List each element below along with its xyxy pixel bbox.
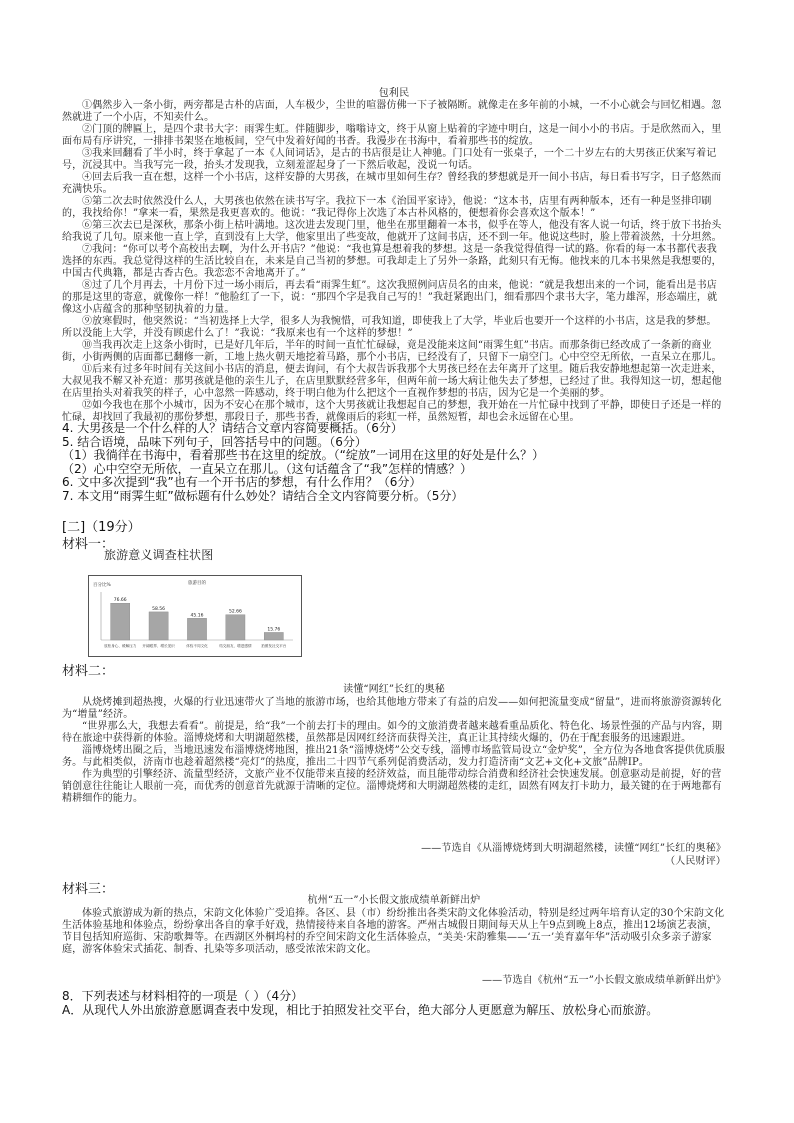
question-5-2: （2）心中空空无所依，一直呆立在那儿。（这句话蕴含了“我”怎样的情感？） — [62, 461, 473, 476]
story-paragraph: ③我来回翻看了半小时，终于拿起了一本《人间词话》，是古的书店很是让人神驰。门口处有一张桌子，一个二十岁左右的大男孩正伏案写着记号，沉浸其中。当我写完一段，抬头才发现我，立刻羞涩起身了一下然后收起，没说一句话。 — [62, 148, 717, 171]
bar-value-label: 45.16 — [190, 613, 204, 619]
chart-inner-title: 旅游目的 — [188, 581, 206, 586]
y-axis-label: 百分比% — [93, 583, 111, 588]
bar-value-label: 76.66 — [113, 598, 127, 604]
story-paragraph: ⑤第二次去时依然没什么人，大男孩也依然在读书写字。我拉下一本《治国平家诗》，他说：“这本书，店里有两种版本，还有一种是竖排印刷的，我找给你！”拿来一看，果然是我更喜欢的。他说：“我记得你上次选了本古朴风格的，便想着你会喜欢这个版本！” — [62, 196, 712, 219]
story-paragraph: ④回去后我一直在想，这样一个小书店，这样安静的大男孩，在城市里如何生存？曾经我的梦想就是开一间小书店，每日看书写字，日子悠然而充满快乐。 — [62, 172, 722, 195]
material-3-body — [62, 908, 726, 956]
category-label: 结交朋友、增进感情 — [219, 644, 252, 648]
bar — [226, 615, 245, 640]
material-2-source-publisher: （人民财评） — [665, 856, 726, 867]
material-2-source: ——节选自《从淄博烧烤到大明湖超然楼，读懂“网红”长红的奥秘》 — [421, 843, 726, 854]
story-paragraph: ⑥第三次去已是深秋，那条小街上枯叶满地。这次进去发现门里，他坐在那里翻着一本书，似乎在等人，他没有客人说一句话，终于放下书抬头给我说了几句。原来他一直上学，直到没有上大学，他家里出了些变故，他就开了这间书店，还不到一年。他说这些时，脸上带着淡然，十分坦然。 — [62, 220, 722, 243]
category-label: 放松身心、缓解压力 — [104, 644, 137, 648]
story-paragraph: ⑨放寒假时，他突然说：“当初选择上大学，很多人为我惋惜，可我知道，即使我上了大学，毕业后也要开一个这样的小书店，这是我的梦想。所以没能上大学，并没有顾虑什么了！”我说：“我原来也有一个这样的梦想！” — [62, 316, 717, 339]
story-author: 包利民 — [378, 88, 410, 99]
chart-caption: 旅游意义调查柱状图 — [104, 548, 214, 562]
story-paragraph: ⑩当我再次走上这条小街时，已是好几年后，半年的时间一直忙忙碌碌，竟是没能来这间“雨霁生虹”书店。而那条街已经改成了一条新的商业街，小街两侧的店面都已翻修一新，工地上热火朝天地挖着马路，那个小书店，已经没有了，只留下一扇空门。心中空空无所依，一直呆立在那儿。 — [62, 340, 722, 363]
story-paragraph: ⑦我问：“你可以考个高校出去啊，为什么开书店？”他说：“我也算是想着我的梦想。这是一条我觉得值得一试的路。你看的每一本书都代表我选择的东西。我总觉得这样的生活比较自在，未来是自己当初的梦想。可我却走上了另外一条路，此刻只有无悔。他找来的几本书果然是我想要的，中国古代典籍，都是古香古色。我恋恋不舍地离开了。” — [62, 244, 722, 279]
material-2-paragraph: 淄博烧烤出圈之后，当地迅速发布淄博烧烤地图，推出21条“淄博烧烤”公交专线，淄博市场监管局设立“金炉奖”，全方位为各地食客提供优质服务。与此相类似，济南市也趁着超然楼“亮灯”的热度，推出二十四节气系列促消费活动，发力打造济南“文艺+文化+文旅”品牌IP。 — [62, 745, 726, 768]
material-2-paragraph: 从烧烤摊到超热搜，火爆的行业迅速带火了当地的旅游市场，也给其他地方带来了有益的启发——如何把流量变成“留量”，进而将旅游资源转化为“增量”经济。 — [62, 697, 722, 720]
bar — [264, 632, 283, 640]
story-paragraph: ①偶然步入一条小街，两旁都是古朴的店面，人车极少，尘世的喧嚣仿佛一下子被隔断。就像走在多年前的小城，一不小心就会与回忆相遇。忽然就进了一个小店，不知卖什么。 — [62, 100, 722, 123]
bar-value-label: 58.56 — [152, 606, 166, 612]
question-8 — [62, 990, 726, 1017]
material-3-title: 杭州“五一”小长假文旅成绩单新鲜出炉 — [307, 895, 481, 906]
question-5-1: （1）我徜徉在书海中，看着那些书在这里的绽放。（“绽放”一词用在这里的好处是什么？） — [62, 448, 545, 462]
material-3-label: 材料三： — [62, 882, 115, 897]
material-2-paragraph: “世界那么大，我想去看看”。前提是，给“我”一个前去打卡的理由。如今的文旅消费者越来越看重品质化、特色化、场景性强的产品与内容，期待在旅途中获得新的体验。淄博烧烤和大明湖超然楼，虽然都是因网红经济而获得关注，真正让其持续火爆的，仍在于配套服务的迅速跟进。 — [62, 721, 723, 744]
bar — [149, 612, 168, 640]
question-7: 7. 本文用“雨霁生虹”做标题有什么妙处？请结合全文内容简要分析。（5分） — [62, 488, 464, 503]
bar-chart — [88, 575, 302, 657]
category-label: 拍照发社交平台 — [261, 644, 287, 648]
question-6: 6. 文中多次提到“我”也有一个开书店的梦想，有什么作用？（6分） — [62, 475, 422, 489]
story-paragraph: ⑫如今我也在那个小城市，因为不安心在那个城市，这个大男孩就让我想起自己的梦想，我开始在一片忙碌中找到了平静，即使日子还是一样的忙碌，却找回了我最初的那份梦想，那段日子，那些书香，就像雨后的彩虹一样，虽然短暂，却也会永远留在心里。 — [62, 400, 722, 423]
bar-value-label: 15.76 — [267, 627, 281, 633]
material-3-paragraph: 体验式旅游成为新的热点，宋韵文化体验广受追捧。各区、县（市）纷纷推出各类宋韵文化体验活动，特别是经过两年培育认定的30个宋韵文化生活体验基地和体验点，纷纷拿出各自的拿手好戏，热情接待来自各地的游客。严州古城假日期间每天从上午9点到晚上8点，推出12场演艺表演，节目包括知府巡街、宋韵歌舞等。在西湖区外桐坞村的乔空间宋韵文化生活体验点，“美美·宋韵雅集——‘五一’美育嘉年华”活动吸引众多亲子游家庭，游客体验宋式插花、制香、扎染等多项活动，感受浓浓宋韵文化。 — [62, 908, 725, 955]
material-1-label: 材料一： — [62, 537, 115, 552]
story-paragraph: ⑪后来有过多年时间有关这间小书店的消息，便去询问，有个大叔告诉我那个大男孩已经在去年离开了这里。随后我安静地想起第一次走进来，大叔见我不解又补充道：那男孩就是他的亲生儿子，在店里默默经营多年，但两年前一场大病让他失去了梦想，已经过了世。我得知这一切，想起他在店里抬头对着我笑的样子，心中忽然一阵感动，终于明白他为什么把这个一直视作梦想的书店，因为它是一个美丽的梦。 — [62, 364, 722, 399]
material-2-body — [62, 697, 726, 805]
story-paragraph: ⑧过了几个月再去，十月份下过一场小雨后，再去看“雨霁生虹”。这次我照例问店员名的由来，他说：“就是我想出来的一个词，能看出是书店的那是这里的寄意，就像你一样！”他脸红了一下，说：“那四个字是我自己写的！”我赶紧跑出门，细看那四个隶书大字，笔力雄浑，形态端庄，就像这小店蕴含的那种坚韧执着的力量。 — [62, 280, 718, 315]
question-8-option-a: A．从现代人外出旅游意愿调查表中发现，相比于拍照发社交平台，绝大部分人更愿意为解压、放松身心而旅游。 — [62, 1002, 659, 1017]
bar-chart-svg — [89, 576, 301, 656]
category-label: 体验不同文化 — [186, 644, 208, 648]
material-3-source: ——节选自《杭州“五一”小长假文旅成绩单新鲜出炉》 — [482, 975, 726, 986]
section-heading: [二]（19分） — [62, 520, 141, 535]
story-body — [62, 100, 726, 424]
material-2-paragraph: 作为典型的引擎经济、流量型经济，文旅产业不仅能带来直接的经济效益，而且能带动综合消费和经济社会快速发展。创意驱动是前提，好的营销创意往往能让人眼前一亮，而优秀的创意首先就源于清晰的定位。淄博烧烤和大明湖超然楼的走红，固然有网友打卡助力，最关键的在于两地都有精耕细作的能力。 — [62, 769, 722, 804]
bar-value-label: 52.66 — [228, 609, 242, 615]
bar — [187, 618, 206, 640]
bar — [111, 603, 130, 640]
story-paragraph: ②门顶的牌匾上，是四个隶书大字：雨霁生虹。伴随脚步，嗡嗡诗文，终于从窗上贴着的字迹中明白，这是一间小小的书店。于是欣然而入，里面布局有序讲究，一排排书架竖在地板间，空气中发着好闻的书香。我漫步在书海中，看着那些书的绽放。 — [62, 124, 722, 147]
material-2-title: 读懂“网红”长红的奥秘 — [343, 684, 445, 695]
question-5: 5. 结合语境，品味下列句子，回答括号中的问题。（6分） — [62, 434, 367, 449]
question-4: 4. 大男孩是一个什么样的人？请结合文章内容简要概括。（6分） — [62, 421, 403, 435]
material-2-label: 材料二： — [62, 664, 115, 679]
story-questions — [62, 422, 726, 503]
category-label: 开阔眼界、增长见识 — [142, 644, 175, 648]
question-8-stem: 8．下列表述与材料相符的一项是（ ）（4分） — [62, 989, 304, 1003]
